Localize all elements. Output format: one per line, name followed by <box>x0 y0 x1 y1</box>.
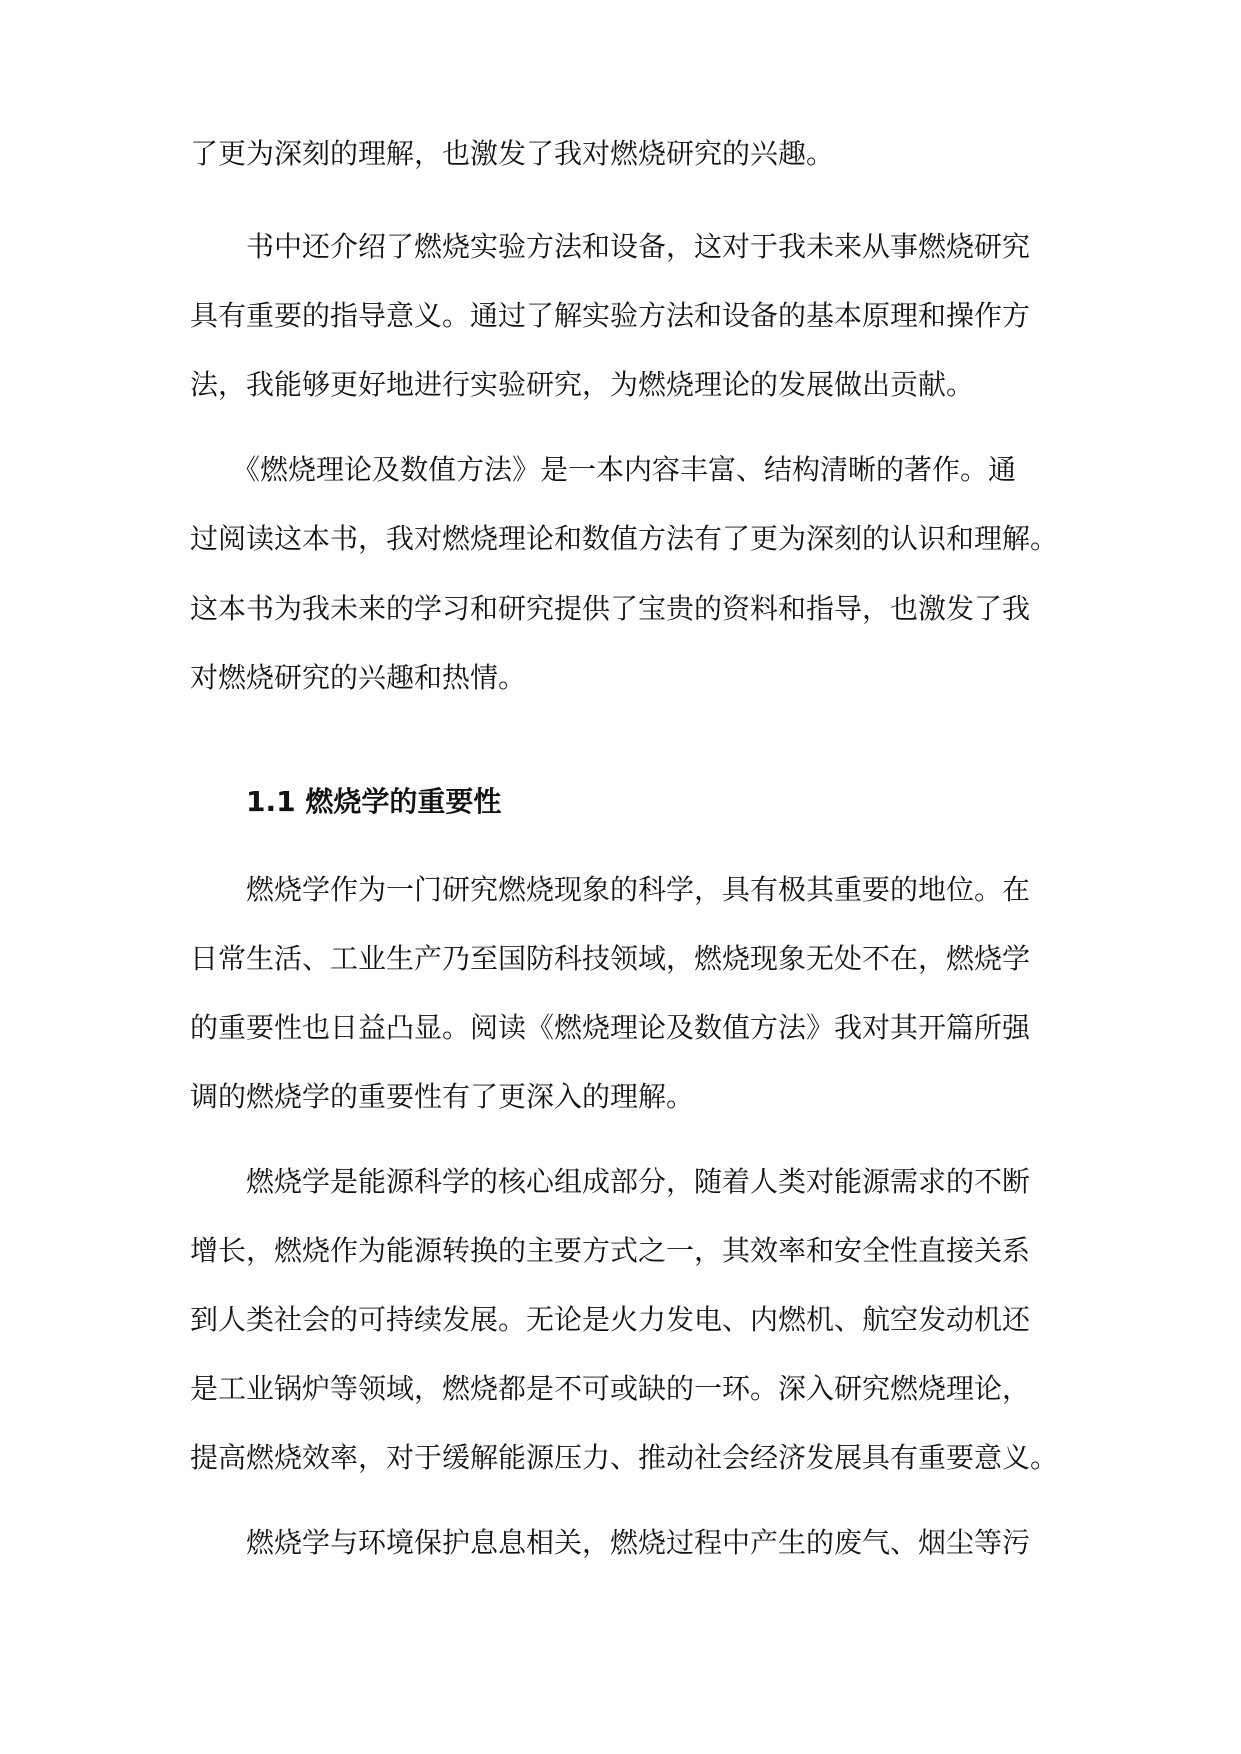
paragraph-5-line-4: 是工业锅炉等领域，燃烧都是不可或缺的一环。深入研究燃烧理论， <box>190 1372 1031 1405</box>
paragraph-3-line-4: 对燃烧研究的兴趣和热情。 <box>190 661 527 694</box>
paragraph-3-line-3: 这本书为我未来的学习和研究提供了宝贵的资料和指导，也激发了我 <box>190 592 1031 625</box>
section-heading: 1.1 燃烧学的重要性 <box>246 785 502 818</box>
body-text <box>190 0 1060 1754</box>
paragraph-5-line-1: 燃烧学是能源科学的核心组成部分，随着人类对能源需求的不断 <box>246 1165 1031 1198</box>
paragraph-4-line-2: 日常生活、工业生产乃至国防科技领域，燃烧现象无处不在，燃烧学 <box>190 942 1031 975</box>
paragraph-2-line-3: 法，我能够更好地进行实验研究，为燃烧理论的发展做出贡献。 <box>190 368 975 401</box>
paragraph-1-line-1: 了更为深刻的理解，也激发了我对燃烧研究的兴趣。 <box>190 137 835 170</box>
paragraph-4-line-3: 的重要性也日益凸显。阅读《燃烧理论及数值方法》我对其开篇所强 <box>190 1011 1031 1044</box>
paragraph-2-line-1: 书中还介绍了燃烧实验方法和设备，这对于我未来从事燃烧研究 <box>246 230 1031 263</box>
paragraph-3-line-2: 过阅读这本书，我对燃烧理论和数值方法有了更为深刻的认识和理解。 <box>190 522 1059 555</box>
paragraph-5-line-5: 提高燃烧效率，对于缓解能源压力、推动社会经济发展具有重要意义。 <box>190 1441 1059 1474</box>
paragraph-4-line-4: 调的燃烧学的重要性有了更深入的理解。 <box>190 1080 695 1113</box>
paragraph-4-line-1: 燃烧学作为一门研究燃烧现象的科学，具有极其重要的地位。在 <box>246 873 1031 906</box>
paragraph-6-line-1: 燃烧学与环境保护息息相关，燃烧过程中产生的废气、烟尘等污 <box>246 1526 1031 1559</box>
paragraph-5-line-3: 到人类社会的可持续发展。无论是火力发电、内燃机、航空发动机还 <box>190 1303 1031 1336</box>
paragraph-5-line-2: 增长，燃烧作为能源转换的主要方式之一，其效率和安全性直接关系 <box>190 1234 1031 1267</box>
paragraph-2-line-2: 具有重要的指导意义。通过了解实验方法和设备的基本原理和操作方 <box>190 299 1031 332</box>
paragraph-3-line-1: 《燃烧理论及数值方法》是一本内容丰富、结构清晰的著作。通 <box>232 453 1017 486</box>
